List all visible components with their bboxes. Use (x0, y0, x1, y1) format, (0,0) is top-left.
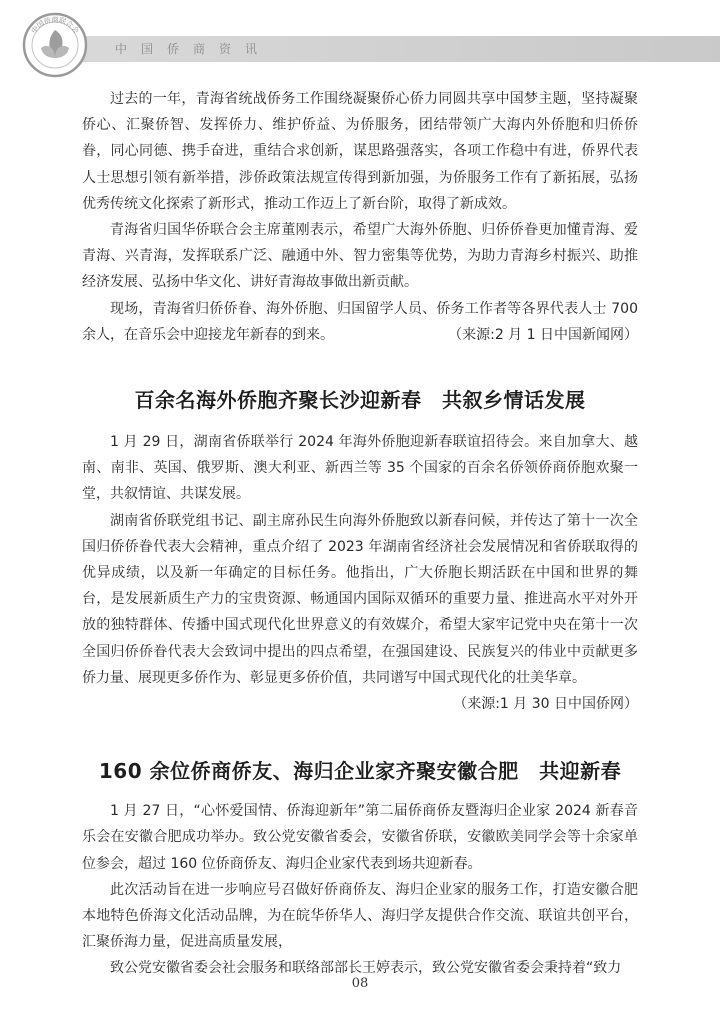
article-qinghai (82, 86, 638, 348)
header-title: 中国侨商资讯 (115, 42, 272, 56)
article-text: 现场，青海省归侨侨眷、海外侨胞、归国留学人员、侨务工作者等各界代表人士 700余人，在音乐会中迎接龙年新春的到来。 (82, 300, 638, 343)
svg-text:中国侨商联合会: 中国侨商联合会 (29, 16, 81, 36)
article-paragraph: 青海省归国华侨联合会主席董刚表示，希望广大海外侨胞、归侨侨眷更加懂青海、爱青海、兴青海，发挥联系广泛、融通中外、智力密集等优势，为助力青海乡村振兴、助推经济发展、弘扬中华文化、讲好青海故事做出新贡献。 (82, 222, 638, 291)
article-changsha (82, 429, 638, 717)
article-title: 百余名海外侨胞齐聚长沙迎新春 共叙乡情话发展 (134, 388, 586, 413)
organization-logo-icon (20, 10, 90, 80)
article-text: 湖南省侨联党组书记、副主席孙民生向海外侨胞致以新春问候，并传达了第十一次全国归侨侨眷代表大会精神，重点介绍了 2023 年湖南省经济社会发展情况和省侨联取得的优异成绩，以及新一年确定的目标任务。他指出，广大侨胞长期活跃在中国和世界的舞台，是发展新质生产力的宝贵资源、畅通国内国际双循环的重要力量、推进高水平对外开放的独特群体、传播中国式现代化世界意义的有效媒介，希望大家牢记党中央在第十一次全国归侨侨眷代表大会致词中提出的四点希望，在强国建设、民族复兴的伟业中贡献更多侨力量、展现更多侨作为、彰显更多侨价值，共同谱写中国式现代化的壮美华章。 (82, 512, 638, 686)
article-paragraph (82, 296, 638, 348)
article-source: （来源:2 月 1 日中国新闻网） (448, 326, 638, 343)
page-content (82, 86, 638, 982)
article-title: 160 余位侨商侨友、海归企业家齐聚安徽合肥 共迎新春 (98, 759, 622, 784)
article-source: （来源:1 月 30 日中国侨网） (453, 696, 638, 713)
article-hefei (82, 798, 638, 981)
article-paragraph: 1 月 29 日，湖南省侨联举行 2024 年海外侨胞迎新春联谊招待会。来自加拿大、越南、南非、英国、俄罗斯、澳大利亚、新西兰等 35 个国家的百余名侨领侨商侨胞欢聚一堂，共叙情谊、共谋发展。 (82, 434, 638, 503)
article-paragraph: 致公党安徽省委会社会服务和联络部部长王婷表示，致公党安徽省委会秉持着“致力 (110, 960, 622, 977)
article-paragraph: 过去的一年，青海省统战侨务工作围绕凝聚侨心侨力同圆共享中国梦主题，坚持凝聚侨心、汇聚侨智、发挥侨力、维护侨益、为侨服务，团结带领广大海内外侨胞和归侨侨眷，同心同德、携手奋进，重结合求创新，谋思路强落实，各项工作稳中有进，侨界代表人士思想引领有新举措，涉侨政策法规宣传得到新加强，为侨服务工作有了新拓展，弘扬优秀传统文化探索了新形式，推动工作迈上了新台阶，取得了新成效。 (82, 91, 638, 212)
page-number: 08 (351, 976, 369, 991)
article-paragraph (82, 508, 638, 718)
article-paragraph: 1 月 27 日，“心怀爱国情、侨海迎新年”第二届侨商侨友暨海归企业家 2024 新春音乐会在安徽合肥成功举办。致公党安徽省委会，安徽省侨联，安徽欧美同学会等十余家单位参会，超过 160 位侨商侨友、海归企业家代表到场共迎新春。 (82, 803, 638, 872)
article-paragraph: 此次活动旨在进一步响应号召做好侨商侨友、海归企业家的服务工作，打造安徽合肥本地特色侨海文化活动品牌，为在皖华侨华人、海归学友提供合作交流、联谊共创平台，汇聚侨海力量，促进高质量发展， (82, 881, 638, 951)
page-header (0, 0, 720, 80)
